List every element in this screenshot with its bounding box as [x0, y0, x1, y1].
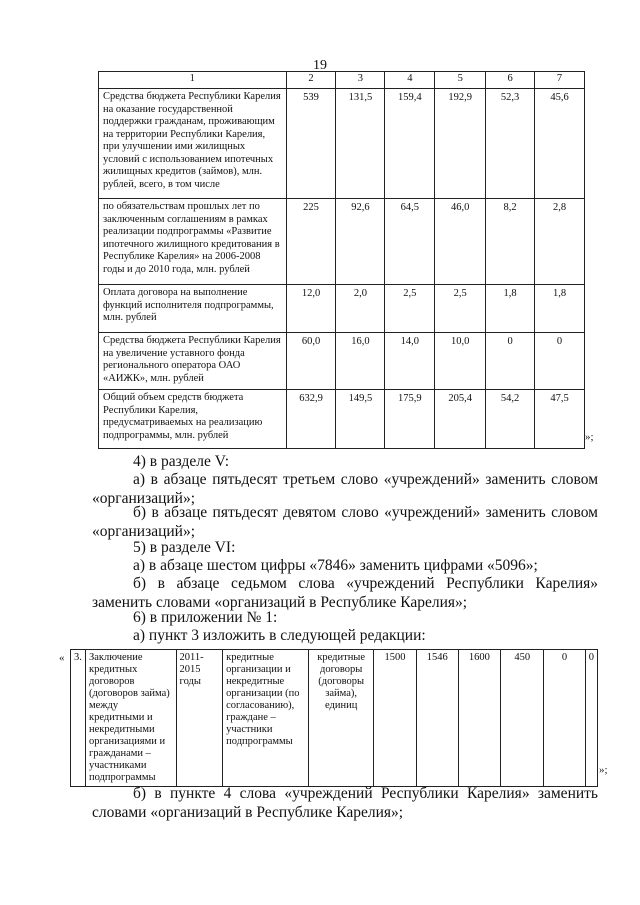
item-indicator: кредитные договоры (договоры займа), единиц	[309, 650, 374, 787]
row-value: 159,4	[385, 89, 435, 199]
row-value: 1546	[416, 650, 458, 787]
paragraph: б) в абзаце пятьдесят девятом слово «учреждений» заменить словом «организаций»;	[92, 504, 598, 540]
page-number: 19	[313, 58, 327, 73]
row-value: 225	[286, 199, 336, 285]
row-label: Оплата договора на выполнение функций исполнителя подпрограммы, млн. рублей	[99, 285, 287, 333]
row-value: 1,8	[486, 285, 535, 333]
table-row	[99, 89, 585, 199]
row-value: 64,5	[385, 199, 435, 285]
row-value: 2,0	[336, 285, 385, 333]
row-value: 1600	[458, 650, 501, 787]
paragraph: 4) в разделе V:	[133, 453, 230, 470]
appendix-table	[70, 649, 598, 787]
row-value: 16,0	[336, 333, 385, 390]
row-value: 192,9	[435, 89, 486, 199]
row-value: 539	[286, 89, 336, 199]
row-value: 54,2	[486, 390, 535, 449]
table-row	[71, 650, 598, 787]
header-cell: 1	[99, 72, 287, 89]
paragraph: 5) в разделе VI:	[133, 539, 236, 556]
row-value: 2,5	[435, 285, 486, 333]
item-number: 3.	[71, 650, 86, 787]
row-label: Средства бюджета Республики Карелия на увеличение уставного фонда регионального оператора ОАО «АИЖК», млн. рублей	[99, 333, 287, 390]
paragraph: б) в пункте 4 слова «учреждений Республики Карелия» заменить словами «организаций в Республике Карелия»;	[92, 785, 598, 821]
header-cell: 4	[385, 72, 435, 89]
row-value: 10,0	[435, 333, 486, 390]
table-row	[99, 285, 585, 333]
row-value: 632,9	[286, 390, 336, 449]
row-value: 149,5	[336, 390, 385, 449]
row-value: 1,8	[535, 285, 585, 333]
row-value: 14,0	[385, 333, 435, 390]
row-value: 1500	[374, 650, 417, 787]
row-value: 12,0	[286, 285, 336, 333]
row-value: 2,8	[535, 199, 585, 285]
header-cell: 3	[336, 72, 385, 89]
paragraph: а) пункт 3 изложить в следующей редакции:	[133, 627, 426, 644]
closing-quote: »;	[585, 431, 594, 443]
header-cell: 6	[486, 72, 535, 89]
row-value: 0	[585, 650, 597, 787]
paragraph: а) в абзаце шестом цифры «7846» заменить цифрами «5096»;	[133, 557, 538, 574]
row-value: 205,4	[435, 390, 486, 449]
row-value: 450	[501, 650, 544, 787]
item-period: 2011-2015 годы	[176, 650, 223, 787]
row-value: 52,3	[486, 89, 535, 199]
table-row	[99, 390, 585, 449]
row-value: 8,2	[486, 199, 535, 285]
row-value: 46,0	[435, 199, 486, 285]
paragraph: б) в абзаце седьмом слова «учреждений Республики Карелия» заменить словами «организаций в Республике Карелия»;	[92, 575, 598, 611]
header-cell: 7	[535, 72, 585, 89]
row-label: Общий объем средств бюджета Республики Карелия, предусматриваемых на реализацию подпрограммы, млн. рублей	[99, 390, 287, 449]
row-value: 0	[486, 333, 535, 390]
row-value: 47,5	[535, 390, 585, 449]
header-cell: 2	[286, 72, 336, 89]
row-value: 92,6	[336, 199, 385, 285]
item-action: Заключение кредитных договоров (договоров займа) между кредитными и некредитными организациями и гражданами – участниками подпрограммы	[85, 650, 176, 787]
paragraph: а) в абзаце пятьдесят третьем слово «учреждений» заменить словом «организаций»;	[92, 471, 598, 507]
table-header-row	[99, 72, 585, 89]
paragraph: 6) в приложении № 1:	[133, 609, 278, 626]
row-value: 131,5	[336, 89, 385, 199]
row-label: Средства бюджета Республики Карелия на оказание государственной поддержки гражданам, проживающим на территории Республики Карелия, при улучшении ими жилищных условий с использованием ипотечных жилищных кредитов (займов), млн. рублей, всего, в том числе	[99, 89, 287, 199]
funding-table	[98, 71, 585, 449]
closing-quote: »;	[599, 764, 608, 776]
row-value: 175,9	[385, 390, 435, 449]
header-cell: 5	[435, 72, 486, 89]
row-value: 0	[544, 650, 585, 787]
item-executors: кредитные организации и некредитные организации (по согласованию), граждане – участники подпрограммы	[223, 650, 309, 787]
row-value: 2,5	[385, 285, 435, 333]
opening-quote: «	[59, 652, 65, 664]
row-label: по обязательствам прошлых лет по заключенным соглашениям в рамках реализации подпрограммы «Развитие ипотечного жилищного кредитования в Республике Карелия» на 2006-2008 годы и до 2010 года, млн. рублей	[99, 199, 287, 285]
row-value: 60,0	[286, 333, 336, 390]
row-value: 0	[535, 333, 585, 390]
table-row	[99, 199, 585, 285]
row-value: 45,6	[535, 89, 585, 199]
table-row	[99, 333, 585, 390]
